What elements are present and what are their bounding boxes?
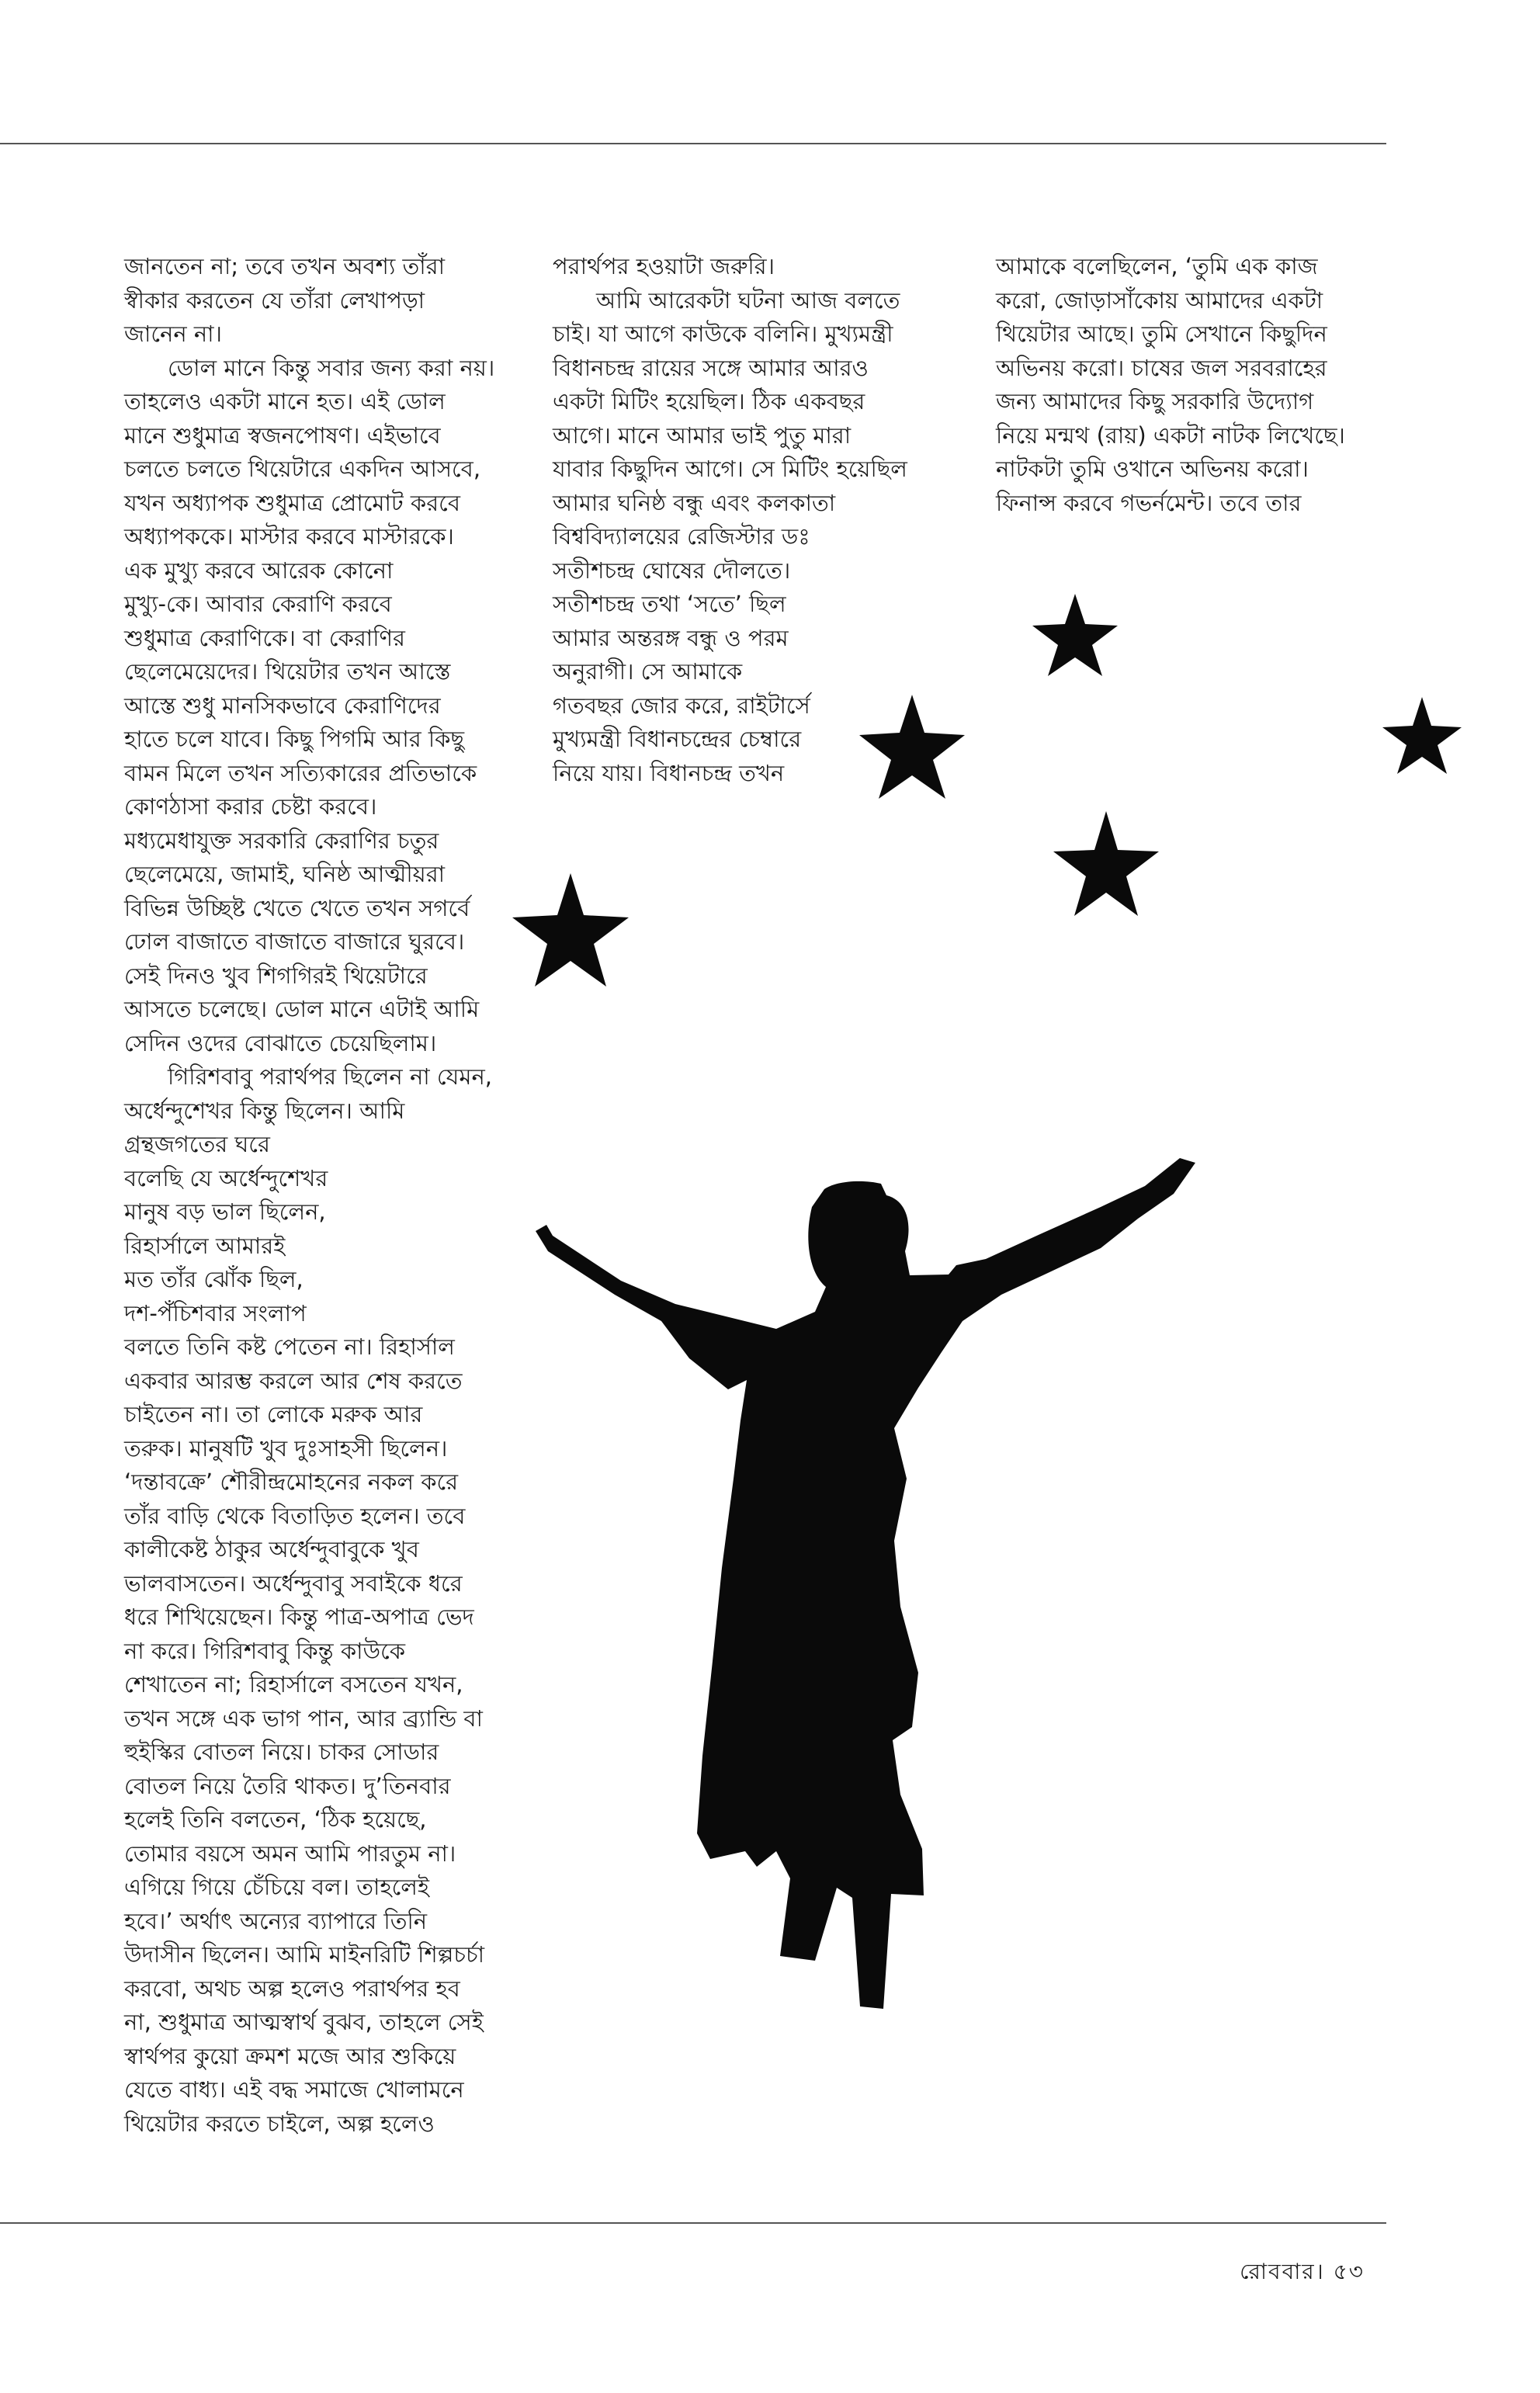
text-line: হুইস্কির বোতল নিয়ে। চাকর সোডার: [124, 1739, 439, 1765]
text-line: সেই দিনও খুব শিগগিরই থিয়েটারে: [124, 962, 428, 989]
text-line: মুখ্যমন্ত্রী বিধানচন্দ্রের চেম্বারে: [553, 726, 802, 752]
text-line: হলেই তিনি বলতেন, ‘ঠিক হয়েছে,: [124, 1806, 427, 1833]
text-line: তরুক। মানুষটি খুব দুঃসাহসী ছিলেন।: [124, 1434, 448, 1462]
text-line: এগিয়ে গিয়ে চেঁচিয়ে বল। তাহলেই: [124, 1874, 429, 1900]
text-column-right: [996, 250, 1400, 520]
text-line: মানে শুধুমাত্র স্বজনপোষণ। এইভাবে: [124, 421, 441, 449]
text-column-middle: [553, 250, 956, 790]
text-line: অভিনয় করো। চাষের জল সরবরাহের: [996, 354, 1327, 381]
text-line: স্বীকার করতেন যে তাঁরা লেখাপড়া: [124, 286, 425, 314]
text-line: করো, জোড়াসাঁকোয় আমাদের একটা: [996, 286, 1323, 314]
text-line: বলেছি যে অর্ধেন্দুশেখর: [124, 1164, 328, 1191]
text-line: জন্য আমাদের কিছু সরকারি উদ্যোগ: [996, 388, 1314, 414]
text-line: যেতে বাধ্য। এই বদ্ধ সমাজে খোলামনে: [124, 2076, 464, 2103]
text-line: নিয়ে মন্মথ (রায়) একটা নাটক লিখেছে।: [996, 421, 1345, 449]
text-line: বোতল নিয়ে তৈরি থাকত। দু’তিনবার: [124, 1772, 451, 1799]
star-icon: [1032, 594, 1118, 676]
text-line: হাতে চলে যাবে। কিছু পিগমি আর কিছু: [124, 726, 465, 752]
text-line: তাঁর বাড়ি থেকে বিতাড়িত হলেন। তবে: [124, 1502, 466, 1529]
text-line: যখন অধ্যাপক শুধুমাত্র প্রোমোট করবে: [124, 489, 460, 516]
text-line: মানুষ বড় ভাল ছিলেন,: [124, 1198, 326, 1225]
text-line: স্বার্থপর কুয়ো ক্রমশ মজে আর শুকিয়ে: [124, 2042, 456, 2069]
text-column-left: [124, 250, 559, 2141]
text-line: ফিনান্স করবে গভর্নমেন্ট। তবে তার: [996, 489, 1302, 516]
text-line: সতীশচন্দ্র ঘোষের দৌলতে।: [553, 557, 791, 584]
text-line: আমাকে বলেছিলেন, ‘তুমি এক কাজ: [996, 253, 1318, 279]
text-line: থিয়েটার করতে চাইলে, অল্প হলেও: [124, 2110, 435, 2137]
text-line: থিয়েটার আছে। তুমি সেখানে কিছুদিন: [996, 321, 1327, 347]
text-line: রিহার্সালে আমারই: [124, 1232, 286, 1259]
text-line: ছেলেমেয়ে, জামাই, ঘনিষ্ঠ আত্মীয়রা: [124, 861, 446, 887]
text-line: তাহলেও একটা মানে হত। এই ডোল: [124, 388, 446, 414]
text-line: করবো, অথচ অল্প হলেও পরার্থপর হব: [124, 1975, 460, 2002]
text-line: গিরিশবাবু পরার্থপর ছিলেন না যেমন,: [168, 1063, 493, 1090]
text-line: অধ্যাপককে। মাস্টার করবে মাস্টারকে।: [124, 523, 454, 550]
bottom-rule: [0, 2222, 1386, 2224]
text-line: ঢোল বাজাতে বাজাতে বাজারে ঘুরবে।: [124, 928, 465, 955]
text-line: শেখাতেন না; রিহার্সালে বসতেন যখন,: [124, 1671, 463, 1698]
text-line: উদাসীন ছিলেন। আমি মাইনরিটি শিল্পচর্চা: [124, 1941, 485, 1968]
text-line: ভালবাসতেন। অর্ধেন্দুবাবু সবাইকে ধরে: [124, 1569, 463, 1597]
text-line: চাই। যা আগে কাউকে বলিনি। মুখ্যমন্ত্রী: [553, 321, 893, 347]
text-line: বিশ্ববিদ্যালয়ের রেজিস্টার ডঃ: [553, 523, 810, 550]
text-line: আমি আরেকটা ঘটনা আজ বলতে: [596, 286, 900, 314]
star-icon: [1053, 811, 1159, 916]
text-line: হবে।’ অর্থাৎ অন্যের ব্যাপারে তিনি: [124, 1907, 428, 1934]
text-line: গ্রন্থজগতের ঘরে: [124, 1131, 270, 1157]
text-line: আগে। মানে আমার ভাই পুতু মারা: [553, 421, 852, 449]
text-line: কোণঠাসা করার চেষ্টা করবে।: [124, 793, 377, 820]
text-line: জানেন না।: [124, 321, 222, 347]
text-line: একটা মিটিং হয়েছিল। ঠিক একবছর: [553, 388, 865, 414]
text-line: অর্ধেন্দুশেখর কিন্তু ছিলেন। আমি: [124, 1097, 405, 1124]
text-line: গতবছর জোর করে, রাইটার্সে: [553, 692, 810, 719]
text-line: আমার ঘনিষ্ঠ বন্ধু এবং কলকাতা: [553, 489, 836, 516]
text-line: চাইতেন না। তা লোকে মরুক আর: [124, 1401, 423, 1427]
text-line: ধরে শিখিয়েছেন। কিন্তু পাত্র-অপাত্র ভেদ: [124, 1604, 474, 1630]
text-line: আস্তে শুধু মানসিকভাবে কেরাণিদের: [124, 692, 441, 719]
text-line: চলতে চলতে থিয়েটারে একদিন আসবে,: [124, 456, 481, 482]
text-line: এক মুখ্যু করবে আরেক কোনো: [124, 557, 394, 584]
text-line: পরার্থপর হওয়াটা জরুরি।: [553, 253, 775, 279]
text-line: সতীশচন্দ্র তথা ‘সতে’ ছিল: [553, 591, 786, 617]
text-line: ডোল মানে কিন্তু সবার জন্য করা নয়।: [168, 354, 495, 381]
text-line: ‘দন্তাবক্রে’ শৌরীন্দ্রমোহনের নকল করে: [124, 1469, 459, 1495]
text-line: বিধানচন্দ্র রায়ের সঙ্গে আমার আরও: [553, 354, 869, 381]
text-line: নাটকটা তুমি ওখানে অভিনয় করো।: [996, 456, 1309, 482]
silhouette-figure: [536, 1158, 1195, 2009]
text-line: তখন সঙ্গে এক ভাগ পান, আর ব্র্যান্ডি বা: [124, 1705, 483, 1732]
text-line: বামন মিলে তখন সত্যিকারের প্রতিভাকে: [124, 759, 477, 786]
text-line: যাবার কিছুদিন আগে। সে মিটিং হয়েছিল: [553, 456, 907, 482]
star-icon: [1382, 697, 1462, 774]
text-line: মত তাঁর ঝোঁক ছিল,: [124, 1266, 303, 1292]
text-line: বলতে তিনি কষ্ট পেতেন না। রিহার্সাল: [124, 1333, 455, 1360]
text-line: মুখ্যু-কে। আবার কেরাণি করবে: [124, 591, 392, 617]
text-line: ছেলেমেয়েদের। থিয়েটার তখন আস্তে: [124, 658, 451, 685]
text-line: নিয়ে যায়। বিধানচন্দ্র তখন: [553, 759, 785, 786]
text-line: বিভিন্ন উচ্ছিষ্ট খেতে খেতে তখন সগর্বে: [124, 894, 470, 921]
text-line: মধ্যমেধাযুক্ত সরকারি কেরাণির চতুর: [124, 827, 439, 854]
text-line: তোমার বয়সে অমন আমি পারতুম না।: [124, 1840, 456, 1867]
page-folio: রোববার। ৫৩: [1240, 2259, 1365, 2284]
text-line: শুধুমাত্র কেরাণিকে। বা কেরাণির: [124, 624, 406, 651]
text-line: দশ-পঁচিশবার সংলাপ: [124, 1299, 307, 1327]
text-line: আসতে চলেছে। ডোল মানে এটাই আমি: [124, 996, 480, 1022]
text-line: জানতেন না; তবে তখন অবশ্য তাঁরা: [124, 253, 445, 279]
text-line: একবার আরম্ভ করলে আর শেষ করতে: [124, 1367, 463, 1394]
text-line: কালীকেষ্ট ঠাকুর অর্ধেন্দুবাবুকে খুব: [124, 1536, 419, 1562]
text-line: আমার অন্তরঙ্গ বন্ধু ও পরম: [553, 624, 789, 651]
text-line: না করে। গিরিশবাবু কিন্তু কাউকে: [124, 1637, 406, 1664]
text-line: না, শুধুমাত্র আত্মস্বার্থ বুঝব, তাহলে সেই: [124, 2009, 484, 2035]
text-line: অনুরাগী। সে আমাকে: [553, 658, 743, 685]
text-line: সেদিন ওদের বোঝাতে চেয়েছিলাম।: [124, 1029, 437, 1056]
